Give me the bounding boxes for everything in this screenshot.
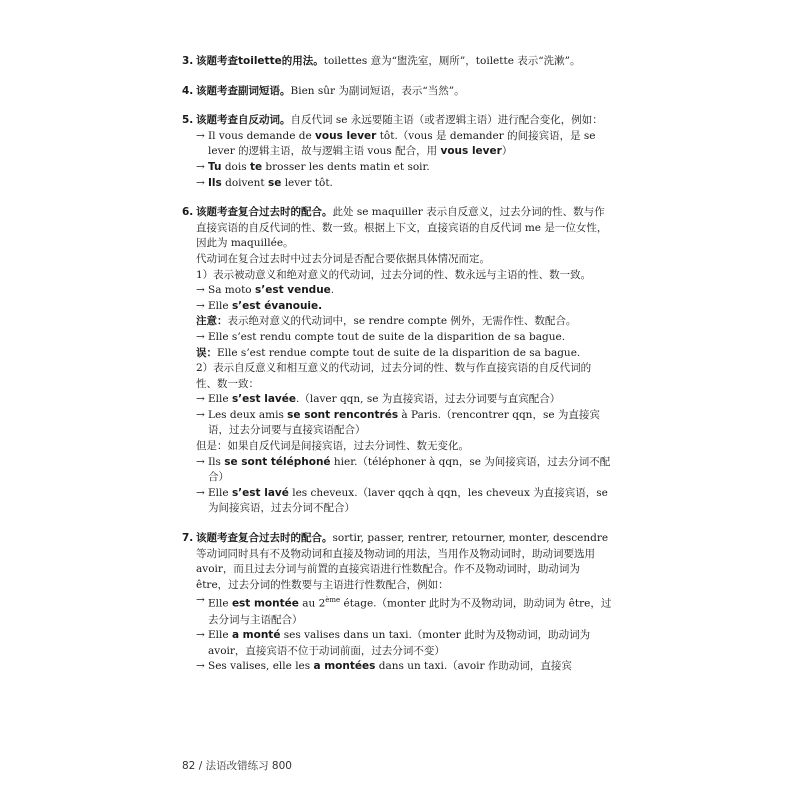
bold-text: 注意：	[196, 315, 228, 328]
text-run: à Paris.（rencontrer qqn，se 为直接宾语，过去分词要与直接宾语配合）	[208, 408, 600, 437]
item-text	[196, 205, 612, 252]
example-text	[208, 330, 612, 346]
text-run: Elle s’est rendu compte tout de suite de la disparition de sa bague.	[208, 330, 566, 343]
example-line	[182, 330, 612, 346]
example-line	[182, 628, 612, 659]
bold-text: est montée	[231, 597, 299, 610]
text-run: Il vous demande de	[208, 129, 316, 142]
arrow-icon: →	[196, 284, 205, 297]
text-run: brosser les dents matin et soir.	[262, 160, 430, 173]
bold-text: s’est évanouie.	[231, 299, 323, 312]
text-run: Elle	[208, 629, 232, 642]
explanation-line	[182, 268, 612, 284]
bold-text: 该题考查自反动词。	[196, 114, 291, 127]
bold-text: 该题考查复合过去时的配合。	[196, 206, 333, 219]
text-run: .	[330, 284, 335, 297]
text-run: doivent	[221, 176, 268, 189]
bold-text: a montées	[313, 660, 376, 673]
example-line	[182, 129, 612, 160]
text-run: tôt.（vous 是 demander 的间接宾语，是 se lever 的逻辑主语，故与逻辑主语 vous 配合，用	[208, 129, 596, 158]
item-number: 3.	[182, 55, 194, 67]
example-text	[208, 283, 612, 299]
text-run: 代动词在复合过去时中过去分词是否配合要依据具体情况而定。	[196, 252, 490, 265]
example-line	[182, 408, 612, 439]
example-line	[182, 392, 612, 408]
bold-text: Ils	[208, 176, 222, 189]
item-text	[196, 113, 612, 129]
example-text	[208, 160, 612, 176]
bold-text: 误：	[196, 346, 217, 359]
text-run: au 2	[298, 597, 326, 610]
item-heading-row	[182, 54, 612, 70]
bold-text: vous lever	[440, 145, 502, 158]
text-run: ses valises dans un taxi.（monter 此时为及物动词，助动词为 avoir，直接宾语不位于动词前面，过去分词不变）	[208, 629, 591, 657]
text-run: 2）表示自反意义和相互意义的代动词，过去分词的性、数与作直接宾语的自反代词的性、数一致：	[196, 362, 592, 390]
exercise-item	[182, 205, 612, 517]
exercise-item	[182, 54, 612, 70]
text-run: Elle	[208, 486, 232, 499]
bold-text: se sont rencontrés	[287, 408, 399, 421]
arrow-icon: →	[196, 176, 205, 189]
arrow-icon: →	[196, 129, 205, 142]
bold-text: 该题考查toilette的用法。	[196, 55, 324, 67]
text-run: Elle	[208, 597, 232, 610]
text-run: dans un taxi.（avoir 作助动词，直接宾	[375, 660, 572, 673]
example-line	[182, 659, 612, 675]
text-run: lever tôt.	[281, 176, 333, 189]
example-text	[208, 659, 612, 675]
text-run: dois	[221, 160, 250, 173]
page-body	[182, 54, 612, 675]
example-text	[208, 455, 612, 486]
example-line	[182, 160, 612, 176]
example-line	[182, 455, 612, 486]
item-number: 7.	[182, 532, 194, 545]
item-text	[196, 54, 612, 70]
example-line	[182, 593, 612, 628]
bold-text: a monté	[231, 629, 281, 642]
exercise-item	[182, 531, 612, 675]
item-number: 5.	[182, 114, 194, 127]
bold-text: se sont téléphoné	[224, 455, 331, 468]
text-run: Les deux amis	[208, 408, 288, 421]
exercise-item	[182, 113, 612, 191]
text-run: 1）表示被动意义和绝对意义的代动词，过去分词的性、数永远与主语的性、数一致。	[196, 268, 592, 281]
example-line	[182, 299, 612, 315]
arrow-icon: →	[196, 299, 205, 312]
arrow-icon: →	[196, 629, 205, 642]
page-footer: 82 / 法语改错练习 800	[182, 760, 292, 772]
exercise-item	[182, 84, 612, 100]
arrow-icon: →	[196, 486, 205, 499]
item-number: 4.	[182, 84, 194, 97]
item-number: 6.	[182, 206, 194, 219]
bold-text: s’est vendue	[254, 284, 331, 297]
bold-text: 该题考查副词短语。	[196, 84, 291, 97]
bold-text: 该题考查复合过去时的配合。	[196, 532, 333, 545]
item-heading-row	[182, 205, 612, 252]
text-run: 表示绝对意义的代动词中，se rendre compte 例外，无需作性、数配合。	[227, 315, 577, 328]
bold-text: s’est lavée	[231, 393, 296, 406]
explanation-line	[182, 439, 612, 455]
arrow-icon: →	[196, 160, 205, 173]
text-run: toilettes 意为“盥洗室，厕所”，toilette 表示“洗漱”。	[323, 55, 581, 67]
example-text	[208, 299, 612, 315]
arrow-icon: →	[196, 455, 205, 468]
bold-text: vous lever	[315, 129, 377, 142]
arrow-icon: →	[196, 660, 205, 673]
text-run: Bien sûr 为副词短语，表示“当然”。	[290, 84, 465, 97]
item-text	[196, 84, 612, 100]
example-line	[182, 283, 612, 299]
example-text	[208, 486, 612, 517]
item-heading-row	[182, 84, 612, 100]
text-run: les cheveux.（laver qqch à qqn，les cheveux 为直接宾语，se 为间接宾语，过去分词不配合）	[208, 486, 608, 515]
example-line	[182, 486, 612, 517]
text-run: étage.（monter 此时为不及物动词，助动词为 être，过去分词与主语配合）	[208, 597, 612, 626]
explanation-line	[182, 346, 612, 362]
arrow-icon: →	[196, 594, 205, 607]
item-text	[196, 531, 612, 593]
bold-text: te	[249, 160, 263, 173]
item-heading-row	[182, 531, 612, 593]
superscript: ème	[325, 596, 341, 605]
explanation-line	[182, 252, 612, 268]
bold-text: se	[267, 176, 282, 189]
item-heading-row	[182, 113, 612, 129]
bold-text: Tu	[208, 160, 222, 173]
text-run: 但是：如果自反代词是间接宾语，过去分词性、数无变化。	[196, 440, 469, 453]
bold-text: s’est lavé	[231, 486, 289, 499]
example-text	[208, 628, 612, 659]
explanation-line	[182, 314, 612, 330]
arrow-icon: →	[196, 408, 205, 421]
example-text	[208, 176, 612, 192]
explanation-line	[182, 361, 612, 392]
example-text	[208, 392, 612, 408]
example-text	[208, 593, 612, 628]
example-text	[208, 129, 612, 160]
text-run: 自反代词 se 永远要随主语（或者逻辑主语）进行配合变化，例如：	[290, 114, 603, 127]
text-run: ）	[501, 145, 513, 158]
text-run: sortir, passer, rentrer, retourner, monter, descendre 等动词同时具有不及物动词和直接及物动词的用法，当用作及物动词时，助动词要选用 avoir，而且过去分词与前置的直接宾语进行性数配合。作不及物动词时，助动词为 être，过去分词的性数要与主语进行性数配合，例如：	[196, 532, 609, 591]
text-run: Ses valises, elle les	[208, 660, 314, 673]
text-run: Ils	[208, 455, 225, 468]
example-text	[208, 408, 612, 439]
text-run: hier.（téléphoner à qqn，se 为间接宾语，过去分词不配合）	[208, 455, 611, 484]
text-run: Elle s’est rendue compte tout de suite de la disparition de sa bague.	[217, 346, 581, 359]
example-line	[182, 176, 612, 192]
arrow-icon: →	[196, 330, 205, 343]
text-run: Elle	[208, 299, 232, 312]
text-run: 此处 se maquiller 表示自反意义，过去分词的性、数与作直接宾语的自反代词的性、数一致。根据上下文，直接宾语的自反代词 me 是一位女性，因此为 maquillée。	[196, 206, 608, 250]
arrow-icon: →	[196, 393, 205, 406]
text-run: Sa moto	[208, 284, 255, 297]
text-run: Elle	[208, 393, 232, 406]
text-run: .（laver qqn, se 为直接宾语，过去分词要与直宾配合）	[296, 393, 561, 406]
